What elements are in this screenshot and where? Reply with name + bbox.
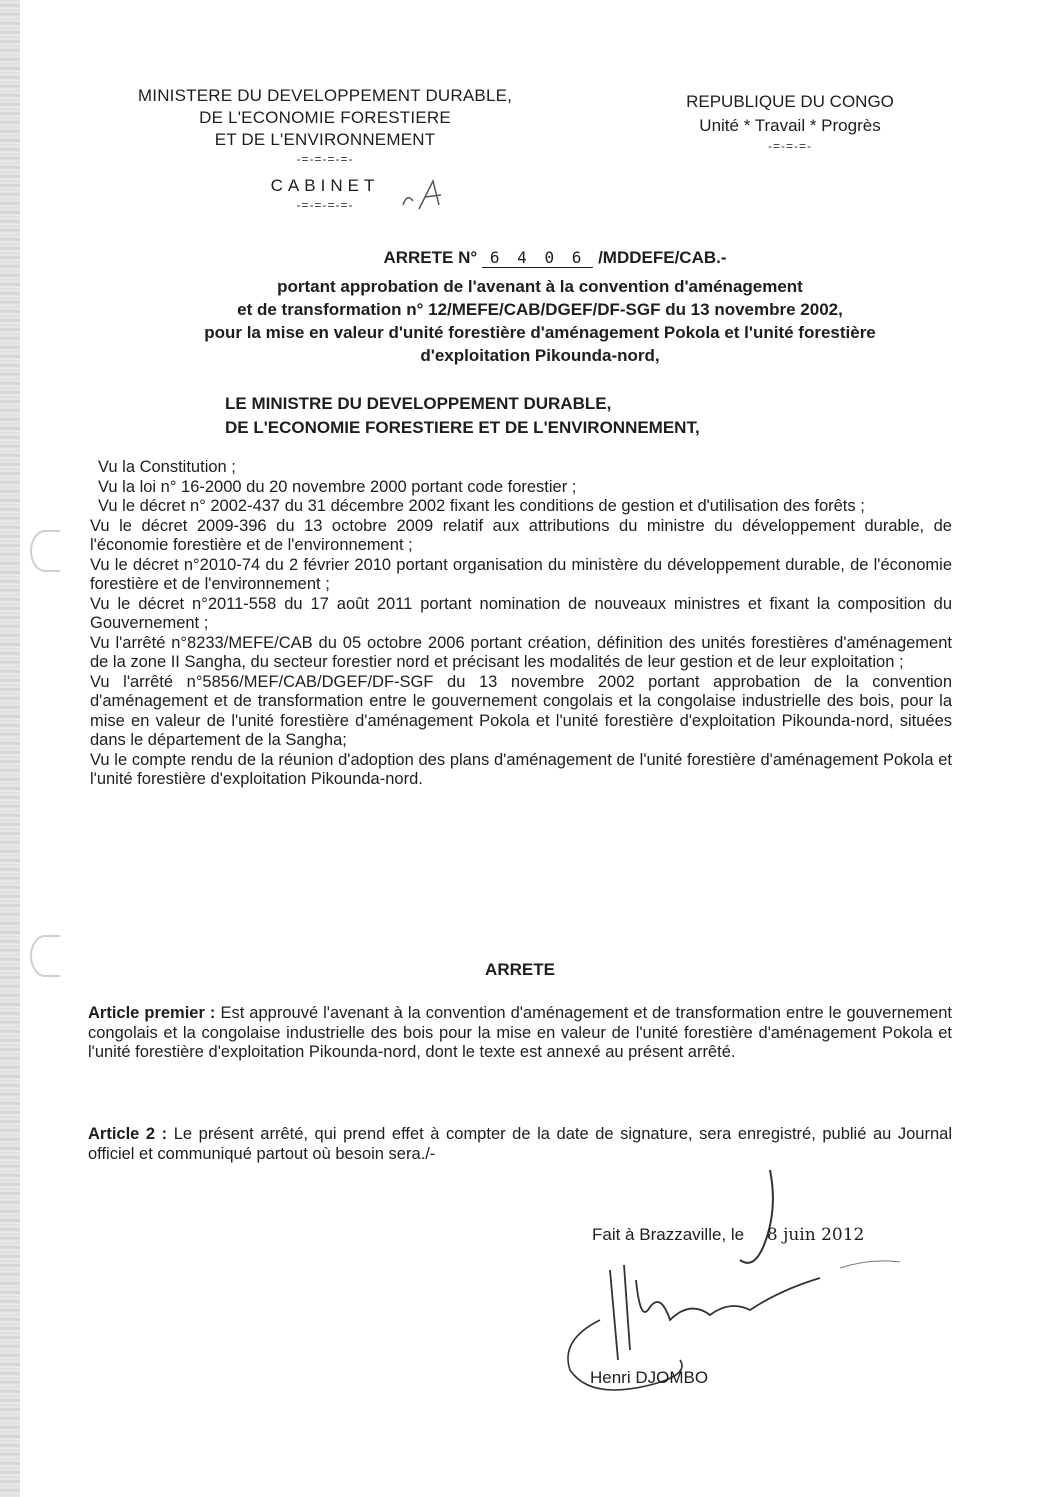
article-label: Article 2 : xyxy=(88,1125,168,1143)
visa-item: Vu le décret 2009-396 du 13 octobre 2009 relatif aux attributions du ministre du développement durable, de l'économie forestière et de l'environnement ; xyxy=(90,516,952,554)
decision-heading: ARRETE xyxy=(485,960,555,979)
subject-line: portant approbation de l'avenant à la convention d'aménagement xyxy=(277,277,803,296)
article-text: Est approuvé l'avenant à la convention d'aménagement et de transformation entre le gouvernement congolais et la congolaise industrielle des bois pour la mise en valeur de l'unité forestière d'aménagement Pokola et l'unité forestière d'exploitation Pikounda-nord, dont le texte est annexé au présent arrêté. xyxy=(88,1004,953,1061)
signature-date: 8 juin 2012 xyxy=(766,1225,865,1245)
visas-list xyxy=(90,458,952,790)
article-label: Article premier : xyxy=(88,1004,216,1022)
punch-hole-mark xyxy=(30,935,60,977)
visa-item: Vu le décret n°2010-74 du 2 février 2010 portant organisation du ministère du développement durable, de l'économie forestière et de l'environnement ; xyxy=(90,555,952,593)
visa-item: Vu la loi n° 16-2000 du 20 novembre 2000 portant code forestier ; xyxy=(98,477,577,496)
decree-suffix: /MDDEFE/CAB.- xyxy=(598,248,727,267)
handwritten-initial xyxy=(395,175,455,215)
article-text: Le présent arrêté, qui prend effet à compter de la date de signature, sera enregistré, publié au Journal officiel et communiqué partout où besoin sera./- xyxy=(88,1125,952,1163)
ministry-line: MINISTERE DU DEVELOPPEMENT DURABLE, xyxy=(137,86,513,105)
separator-dashes: -=-=-=-=- xyxy=(296,198,354,212)
subject-line: et de transformation n° 12/MEFE/CAB/DGEF/DF-SGF du 13 novembre 2002, xyxy=(237,300,843,319)
decree-number-line xyxy=(160,248,950,268)
minister-line: DE L'ECONOMIE FORESTIERE ET DE L'ENVIRONNEMENT, xyxy=(225,418,700,437)
decree-subject xyxy=(110,275,970,367)
visa-item: Vu l'arrêté n°5856/MEF/CAB/DGEF/DF-SGF du 13 novembre 2002 portant approbation de la convention d'aménagement et de transformation entre le gouvernement congolais et la congolaise industrielle des bois, pour la mise en valeur de l'unité forestière d'aménagement Pokola et l'unité forestière d'exploitation Pikounda-nord, situées dans le département de la Sangha; xyxy=(90,672,952,749)
ministry-header xyxy=(90,85,560,213)
article-premier xyxy=(88,1004,952,1063)
visa-item: Vu l'arrêté n°8233/MEFE/CAB du 05 octobre 2006 portant création, définition des unités forestières d'aménagement de la zone II Sangha, du secteur forestier nord et précisant les modalités de leur gestion et de leur exploitation ; xyxy=(90,633,952,671)
minister-line: LE MINISTRE DU DEVELOPPEMENT DURABLE, xyxy=(225,394,612,413)
country-name: REPUBLIQUE DU CONGO xyxy=(686,92,894,111)
ministry-line: ET DE L'ENVIRONNEMENT xyxy=(214,130,436,149)
subject-line: d'exploitation Pikounda-nord, xyxy=(420,346,660,365)
scan-edge xyxy=(0,0,20,1497)
cabinet-label: CABINET xyxy=(270,176,380,195)
national-motto: Unité * Travail * Progrès xyxy=(699,116,881,135)
separator-dashes: -=-=-=- xyxy=(767,139,812,153)
visa-item: Vu le décret n° 2002-437 du 31 décembre 2002 fixant les conditions de gestion et d'utilisation des forêts ; xyxy=(98,497,865,515)
punch-hole-mark xyxy=(30,530,60,572)
place-text: Fait à Brazzaville, le xyxy=(592,1225,745,1244)
decree-prefix: ARRETE N° xyxy=(383,248,478,267)
republic-header xyxy=(640,90,940,154)
separator-dashes: -=-=-=-=- xyxy=(296,152,354,166)
ministry-line: DE L'ECONOMIE FORESTIERE xyxy=(199,108,451,127)
minister-title xyxy=(225,392,925,440)
subject-line: pour la mise en valeur d'unité forestière d'aménagement Pokola et l'unité forestière xyxy=(204,323,876,342)
signatory-name: Henri DJOMBO xyxy=(590,1368,709,1387)
visa-item: Vu le décret n°2011-558 du 17 août 2011 portant nomination de nouveaux ministres et fixant la composition du Gouvernement ; xyxy=(90,594,952,632)
visa-item: Vu la Constitution ; xyxy=(98,458,236,476)
decree-number: 6 4 0 6 xyxy=(482,248,593,268)
visa-item: Vu le compte rendu de la réunion d'adoption des plans d'aménagement de l'unité forestière d'aménagement Pokola et l'unité forestière d'exploitation Pikounda-nord. xyxy=(90,750,952,788)
place-date-line xyxy=(592,1225,864,1245)
